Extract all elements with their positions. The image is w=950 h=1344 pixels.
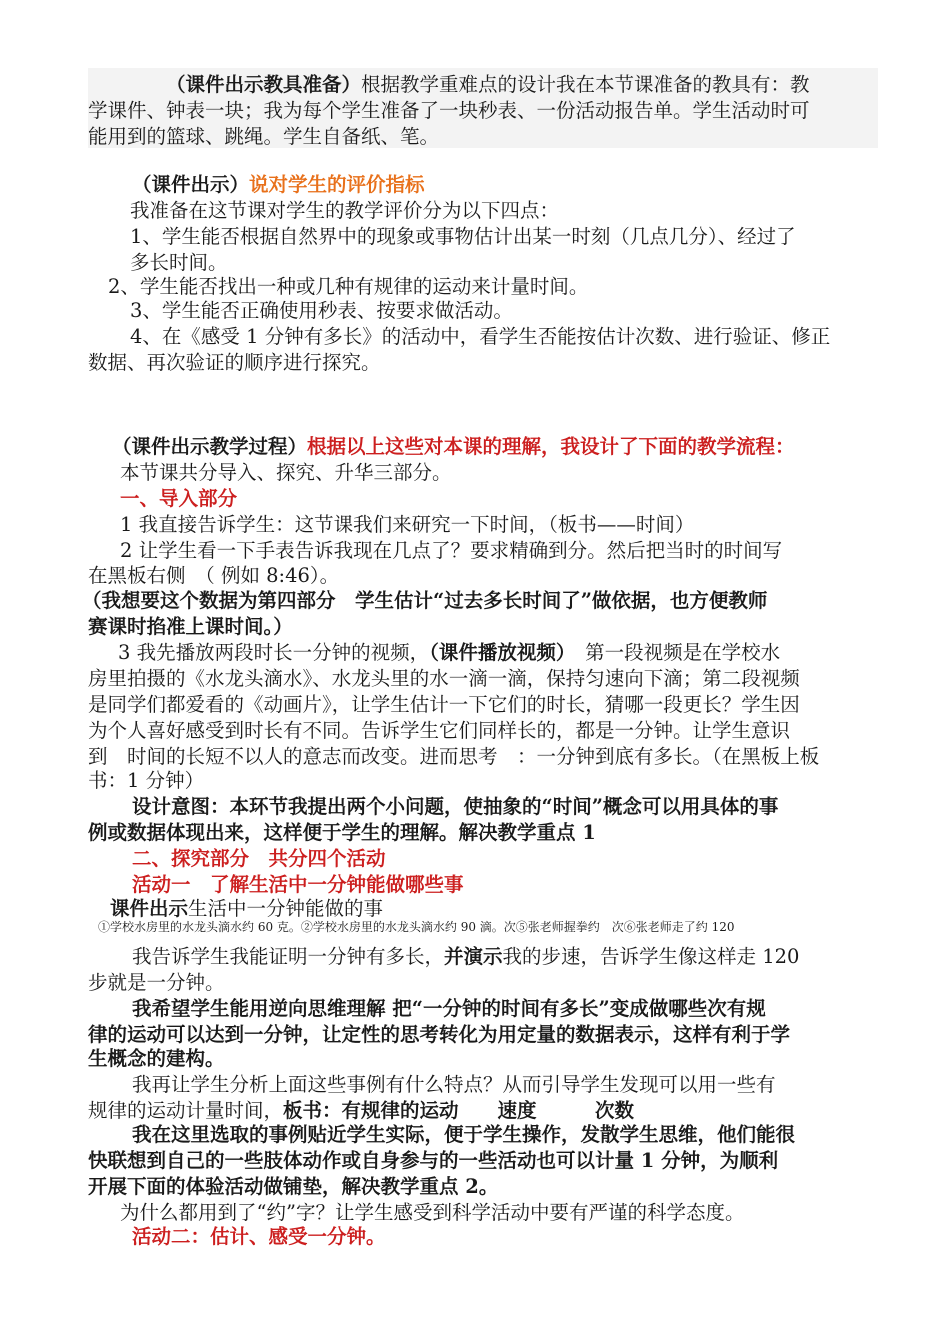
aids-text: 根据教学重难点的设计我在本节课准备的教具有：教 — [361, 73, 810, 96]
section-1-step-1: 1 我直接告诉学生：这节课我们来研究一下时间，（板书——时间） — [120, 513, 695, 536]
hope-line-c: 生概念的建构。 — [88, 1047, 225, 1070]
eval-heading — [88, 172, 878, 198]
process-heading — [88, 434, 878, 460]
eval-item-2: 2、学生能否找出一种或几种有规律的运动来计量时间。 — [108, 275, 589, 298]
eval-title: 说对学生的评价指标 — [249, 173, 425, 196]
analyze-text: 规律的运动计量时间， — [88, 1099, 284, 1122]
prove-line-b: 步就是一分钟。 — [88, 971, 225, 994]
aids-tag: （课件出示教具准备） — [166, 73, 362, 96]
eval-item-4b: 数据、再次验证的顺序进行探究。 — [88, 351, 381, 374]
prove-text: 我告诉学生我能证明一分钟有多长， — [132, 945, 445, 968]
courseware-tag: 课件出示 — [110, 897, 189, 920]
process-title: 根据以上这些对本课的理解，我设计了下面的教学流程： — [307, 435, 795, 458]
eval-item-1b: 多长时间。 — [130, 251, 228, 274]
select-line-a: 我在这里选取的事例贴近学生实际，便于学生操作，发散学生思维，他们能很 — [132, 1123, 796, 1146]
step-3-tag: （课件播放视频） — [429, 641, 566, 664]
design-intent-a: 设计意图：本环节我提出两个小问题，使抽象的“时间”概念可以用具体的事 — [132, 795, 779, 818]
eval-item-4a: 4、在《感受 1 分钟有多长》的活动中，看学生否能按估计次数、进行验证、修正 — [130, 325, 831, 348]
examples-line: ①学校水房里的水龙头滴水约 60 克。②学校水房里的水龙头滴水约 90 滴。次⑤张老师握拳约 次⑥张老师走了约 120 — [98, 920, 735, 934]
process-intro: 本节课共分导入、探究、升华三部分。 — [120, 461, 452, 484]
eval-item-3: 3、学生能否正确使用秒表、按要求做活动。 — [130, 299, 513, 322]
section-1-step-2a: 2 让学生看一下手表告诉我现在几点了？要求精确到分。然后把当时的时间写 — [120, 539, 783, 562]
section-1-step-3f: 书：1 分钟） — [88, 769, 205, 792]
prove-text-post: 我的步速，告诉学生像这样走 120 — [502, 945, 800, 968]
note-line-a: （我想要这个数据为第四部分 学生估计“过去多长时间了”做依据，也方便教师 — [82, 589, 768, 612]
select-line-c: 开展下面的体验活动做铺垫，解决教学重点 2。 — [88, 1175, 499, 1198]
eval-intro: 我准备在这节课对学生的教学评价分为以下四点： — [130, 199, 560, 222]
why-line: 为什么都用到了“约”字？让学生感受到科学活动中要有严谨的科学态度。 — [120, 1201, 745, 1224]
activity-2-heading: 活动二：估计、感受一分钟。 — [132, 1225, 386, 1248]
step-3-text: 3 我先播放两段时长一分钟的视频， — [118, 641, 430, 664]
hope-line-a: 我希望学生能用逆向思维理解 把“一分钟的时间有多长”变成做哪些次有规 — [132, 997, 766, 1020]
prove-line-a — [88, 944, 878, 970]
analyze-line-a: 我再让学生分析上面这些事例有什么特点？从而引导学生发现可以用一些有 — [132, 1073, 776, 1096]
prove-demo: 并演示 — [444, 945, 503, 968]
note-line-b: 赛课时掐准上课时间。） — [88, 615, 293, 638]
section-1-heading: 一、导入部分 — [120, 487, 238, 510]
eval-item-1a: 1、学生能否根据自然界中的现象或事物估计出某一时刻（几点几分）、经过了 — [130, 225, 796, 248]
activity-1-heading: 活动一 了解生活中一分钟能做哪些事 — [132, 873, 464, 896]
aids-line-3: 能用到的篮球、跳绳。学生自备纸、笔。 — [88, 125, 440, 148]
select-line-b: 快联想到自己的一些肢体动作或自身参与的一些活动也可以计量 1 分钟，为顺利 — [88, 1149, 779, 1172]
aids-line-2: 学课件、钟表一块；我为每个学生准备了一块秒表、一份活动报告单。学生活动时可 — [88, 99, 810, 122]
section-1-step-3e: 到 时间的长短不以人的意志而改变。进而思考 ：一分钟到底有多长。（在黑板上板 — [88, 745, 820, 768]
courseware-text: 生活中一分钟能做的事 — [188, 897, 384, 920]
step-3-text-post: 第一段视频是在学校水 — [565, 641, 781, 664]
section-1-step-3d: 为个人喜好感受到时长有不同。告诉学生它们同样长的，都是一分钟。让学生意识 — [88, 719, 791, 742]
aids-line-1 — [88, 72, 878, 98]
section-1-step-2b: 在黑板右侧 （ 例如 8:46）。 — [88, 564, 340, 587]
board-writing: 板书：有规律的运动 速度 次数 — [283, 1099, 635, 1122]
section-1-step-3a — [88, 640, 878, 666]
design-intent-b: 例或数据体现出来，这样便于学生的理解。解决教学重点 1 — [88, 821, 596, 844]
eval-tag: （课件出示） — [132, 173, 250, 196]
section-1-step-3c: 是同学们都爱看的《动画片》，让学生估计一下它们的时长，猜哪一段更长？学生因 — [88, 693, 800, 716]
analyze-line-b — [88, 1098, 878, 1124]
process-tag: （课件出示教学过程） — [112, 435, 308, 458]
hope-line-b: 律的运动可以达到一分钟，让定性的思考转化为用定量的数据表示，这样有利于学 — [88, 1023, 791, 1046]
section-2-heading: 二、探究部分 共分四个活动 — [132, 847, 386, 870]
section-1-step-3b: 房里拍摄的《水龙头滴水》、水龙头里的水一滴一滴，保持匀速向下滴；第二段视频 — [88, 667, 800, 690]
